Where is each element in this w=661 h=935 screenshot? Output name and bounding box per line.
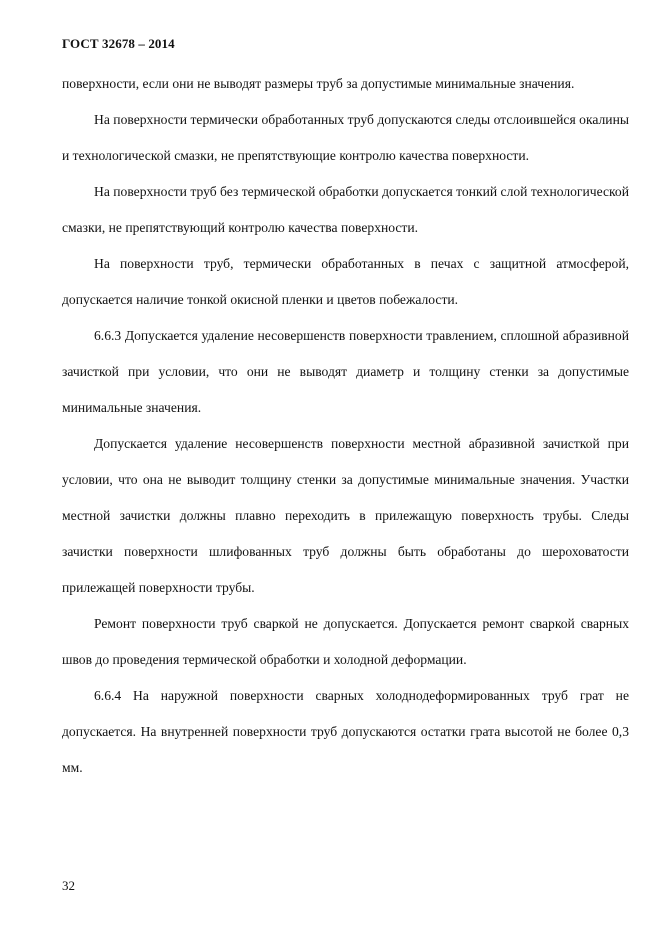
page-header-standard: ГОСТ 32678 – 2014 bbox=[62, 36, 175, 51]
paragraph-continuation: поверхности, если они не выводят размеры труб за допустимые минимальные значения. bbox=[62, 76, 575, 91]
document-body bbox=[62, 66, 629, 786]
paragraph-section-6-6-3: 6.6.3 Допускается удаление несовершенств поверхности травлением, сплошной абразивной зачисткой при условии, что они не выводят диаметр и толщину стенки за допустимые минимальные значения. bbox=[62, 328, 629, 415]
paragraph-weld-repair: Ремонт поверхности труб сваркой не допускается. Допускается ремонт сваркой сварных швов до проведения термической обработки и холодной деформации. bbox=[62, 616, 629, 667]
paragraph-heat-treated-surface: На поверхности термически обработанных труб допускаются следы отслоившейся окалины и технологической смазки, не препятствующие контролю качества поверхности. bbox=[62, 112, 629, 163]
page-number: 32 bbox=[62, 878, 75, 893]
paragraph-section-6-6-4: 6.6.4 На наружной поверхности сварных холоднодеформированных труб грат не допускается. На внутренней поверхности труб допускаются остатки грата высотой не более 0,3 мм. bbox=[62, 688, 629, 775]
paragraph-local-abrasive-cleaning: Допускается удаление несовершенств поверхности местной абразивной зачисткой при условии, что она не выводит толщину стенки за допустимые минимальные значения. Участки местной зачистки должны плавно переходить в прилежащую поверхность трубы. Следы зачистки поверхности шлифованных труб должны быть обработаны до шероховатости прилежащей поверхности трубы. bbox=[62, 436, 629, 595]
paragraph-protective-atmosphere: На поверхности труб, термически обработанных в печах с защитной атмосферой, допускается наличие тонкой окисной пленки и цветов побежалости. bbox=[62, 256, 629, 307]
paragraph-untreated-surface: На поверхности труб без термической обработки допускается тонкий слой технологической смазки, не препятствующий контролю качества поверхности. bbox=[62, 184, 629, 235]
